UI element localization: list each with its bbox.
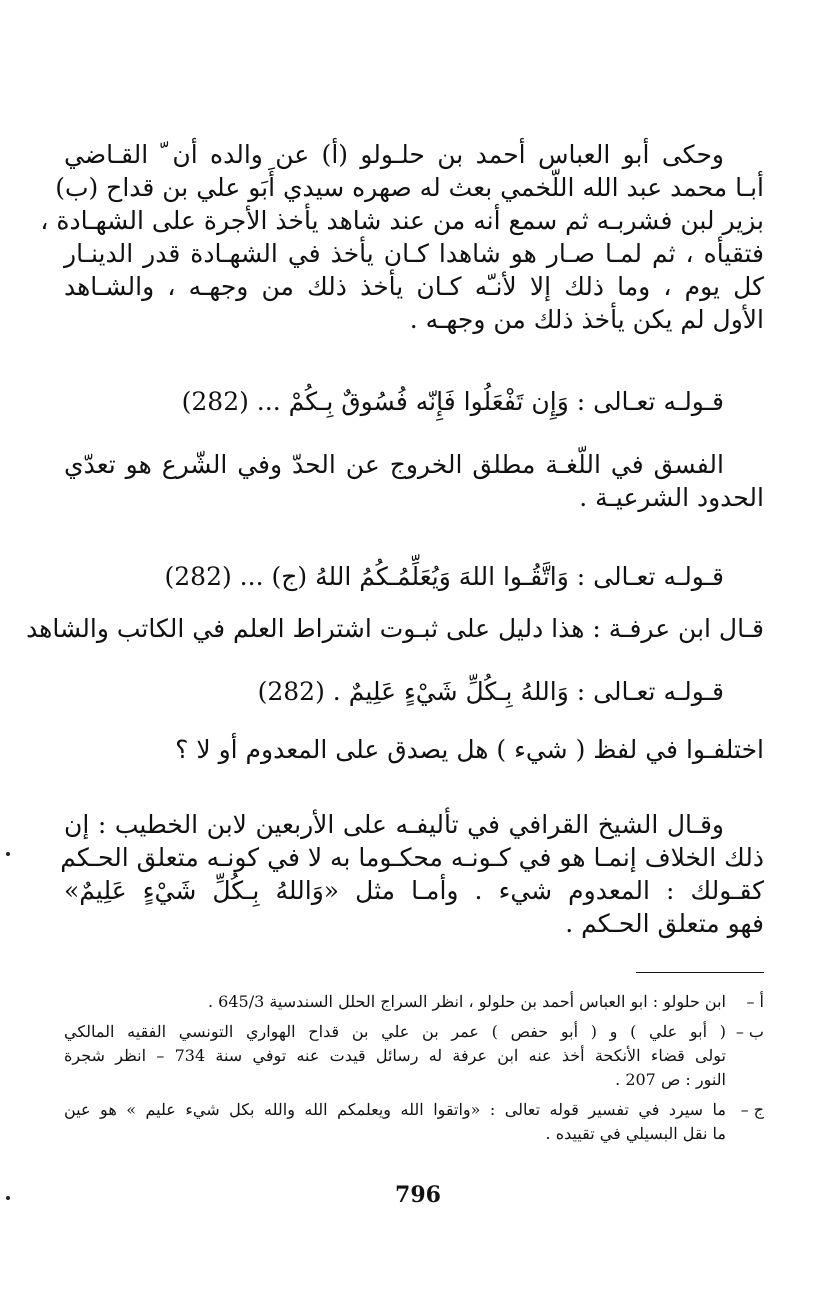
verse-text: قـولـه تعـالى : وَاللهُ بِـكُلِّ شَيْءٍ عَلِيمٌ . (282): [257, 677, 724, 706]
text-line: بزير لبن فشربـه ثم سمع أنه من عند شاهد يأخذ الأجرة على الشهـادة ،: [40, 206, 764, 235]
paragraph-shay-question: [64, 733, 764, 766]
footnote-body: [64, 1020, 726, 1092]
footnote-line: تولى قضاء الأنكحة أخذ عنه ابن عرفة له رسائل قيدت عنه توفي سنة 734 – انظر شجرة: [64, 1046, 726, 1065]
paragraph-text: [40, 138, 764, 336]
text-line: كل يوم ، وما ذلك إلا لأنـّه كـان يأخذ ذلك من وجهـه ، والشـاهد: [64, 272, 764, 301]
page-number: 796: [395, 1182, 441, 1208]
footnote-marker: ج –: [740, 1100, 764, 1119]
scan-mark: [6, 1196, 10, 1200]
footnote-line: النور : ص 207 .: [615, 1070, 726, 1089]
text-line: الحدود الشرعيـة .: [579, 483, 764, 512]
text-line: وقـال الشيخ القرافي في تأليفـه على الأربعين لابن الخطيب : إن: [64, 810, 724, 839]
footnote-c: [64, 1098, 764, 1146]
footnotes: [64, 990, 764, 1152]
text-line: فتقيأه ، ثم لمـا صـار هو شاهدا كـان يأخذ في الشهـادة قدر الدينـار: [64, 239, 764, 268]
paragraph-text: [60, 808, 764, 940]
footnote-line: ما نقل البسيلي في تقييده .: [545, 1124, 726, 1143]
paragraph-text: [64, 448, 764, 514]
footnote-line: ( أبو علي ) و ( أبو حفص ) عمر بن علي بن قداح الهواري التونسي الفقيه المالكي: [64, 1022, 726, 1041]
text-line: أبـا محمد عبد الله اللّخمي بعث له صهره سيدي أَبَو علي بن قداح (ب): [55, 173, 764, 202]
verse-heading-2: [64, 560, 764, 594]
verse-text: قـولـه تعـالى : وَإِن تَفْعَلُوا فَإِنّه فُسُوقٌ بِـكُمْ ... (282): [181, 387, 724, 416]
text-line: الفسق في اللّغـة مطلق الخروج عن الحدّ وفي الشّرع هو تعدّي: [64, 450, 724, 479]
text-line: فهو متعلق الحـكم .: [565, 909, 764, 938]
footnote-marker: ب –: [735, 1022, 764, 1041]
text-line: قـال ابن عرفـة : هذا دليل على ثبـوت اشتراط العلم في الكاتب والشاهد: [26, 614, 764, 643]
footnote-line: ابن حلولو : ابو العباس أحمد بن حلولو ، انظر السراج الحلل السندسية 645/3 .: [207, 992, 726, 1011]
footnote-separator: [636, 972, 764, 973]
paragraph-ibn-arafa: [26, 612, 764, 645]
text-line: الأول لم يكن يأخذ ذلك من وجهـه .: [409, 305, 764, 334]
scan-mark: [6, 852, 10, 856]
paragraph-fisq-definition: [64, 448, 764, 514]
text-line: وحكى أبو العباس أحمد بن حلـولو (أ) عن والده أن ّ القـاضي: [64, 140, 724, 169]
footnote-b: [64, 1020, 764, 1092]
text-line: كقـولك : المعدوم شيء . وأمـا مثل «وَاللهُ بِـكُلِّ شَيْءٍ عَلِيمٌ»: [64, 876, 764, 905]
verse-heading-3: [64, 675, 764, 709]
footnote-body: [64, 990, 726, 1014]
text-line: اختلفـوا في لفظ ( شيء ) هل يصدق على المعدوم أو لا ؟: [175, 735, 764, 764]
paragraph-qarafi: [60, 808, 764, 940]
text-line: ذلك الخلاف إنمـا هو في كـونـه محكـوما به لا في كونـه متعلق الحـكم: [60, 843, 764, 872]
paragraph-hulolu-anecdote: [40, 138, 764, 336]
footnote-line: ما سيرد في تفسير قوله تعالى : «واتقوا الله ويعلمكم الله والله بكل شيء عليم » هو عين: [64, 1100, 726, 1119]
paragraph-text: [26, 612, 764, 645]
verse-text: قـولـه تعـالى : وَاتَّقُـوا اللهَ وَيُعَلِّمُـكُمُ اللهُ (ج) ... (282): [164, 562, 724, 591]
paragraph-text: [64, 733, 764, 766]
footnote-body: [64, 1098, 726, 1146]
footnote-marker: أ –: [746, 992, 764, 1011]
footnote-a: [64, 990, 764, 1014]
verse-heading-1: [64, 385, 764, 419]
